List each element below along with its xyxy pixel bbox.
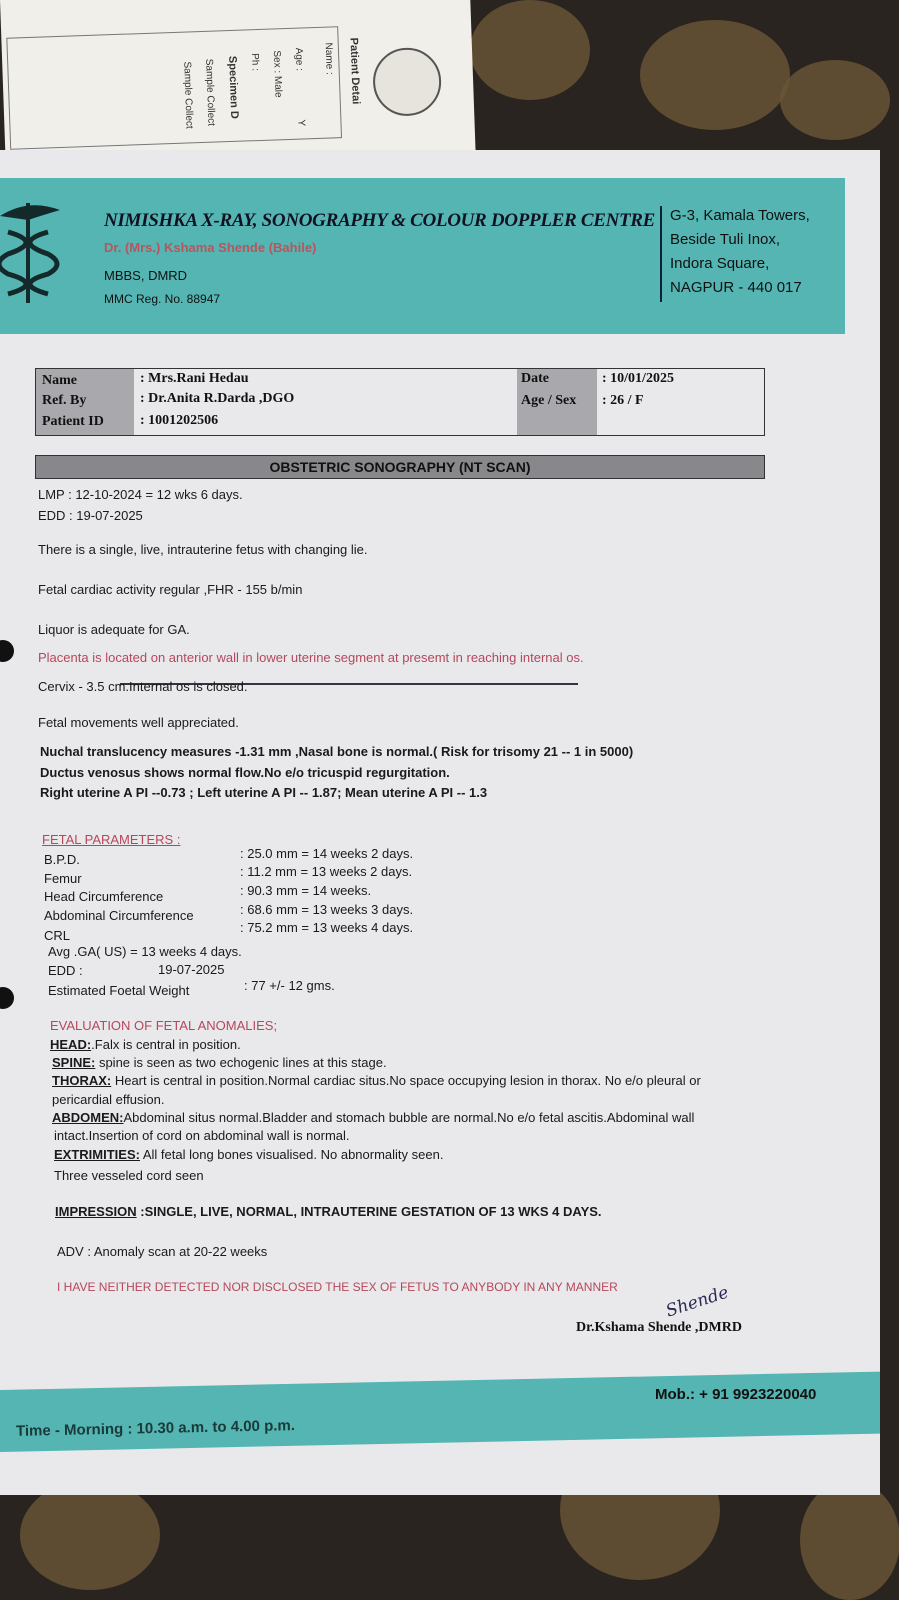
background-pattern [640,20,790,130]
param-value: : 25.0 mm = 14 weeks 2 days. [240,846,414,861]
address-line: Beside Tuli Inox, [670,231,781,248]
anomaly-abdomen: ABDOMEN:Abdominal situs normal.Bladder and stomach bubble are normal.No e/o fetal ascitis.Abdominal wall [52,1110,695,1125]
anomaly-thorax: THORAX: Heart is central in position.Normal cardiac situs.No space occupying lesion in thorax. No e/o pleural or [52,1073,701,1088]
impression: IMPRESSION :SINGLE, LIVE, NORMAL, INTRAUTERINE GESTATION OF 13 WKS 4 DAYS. [55,1204,602,1219]
doctor-name: Dr. (Mrs.) Kshama Shende (Bahile) [104,240,317,255]
edd-value: 19-07-2025 [158,962,225,977]
finding: Ductus venosus shows normal flow.No e/o tricuspid regurgitation. [40,765,450,780]
clinic-address [670,204,810,300]
anomaly-cord: Three vesseled cord seen [54,1168,204,1183]
mmc-registration: MMC Reg. No. 88947 [104,292,221,306]
patient-info-table [35,368,765,436]
date-label: Date [521,371,549,386]
caduceus-icon [0,198,90,308]
finding: Liquor is adequate for GA. [38,622,190,637]
clinic-name: NIMISHKA X-RAY, SONOGRAPHY & COLOUR DOPPLER CENTRE [104,210,656,231]
param-label: Femur [44,871,82,886]
doctor-signature-name: Dr.Kshama Shende ,DMRD [576,1320,742,1335]
anomaly-spine: SPINE: spine is seen as two echogenic lines at this stage. [52,1055,387,1070]
finding: Right uterine A PI --0.73 ; Left uterine A PI -- 1.87; Mean uterine A PI -- 1.3 [40,785,488,800]
anomaly-thorax-2: pericardial effusion. [52,1092,165,1107]
address-line: NAGPUR - 440 017 [670,279,802,296]
anomalies-heading: EVALUATION OF FETAL ANOMALIES; [50,1018,278,1033]
slip-heading: Patient Detai [347,37,362,105]
finding: Nuchal translucency measures -1.31 mm ,Nasal bone is normal.( Risk for trisomy 21 -- 1 in 5000) [40,744,634,759]
param-value: : 68.6 mm = 13 weeks 3 days. [240,902,414,917]
edd: EDD : 19-07-2025 [38,508,143,523]
slip-specimen-heading: Specimen D [226,55,241,120]
slip-age-label: Age : [292,47,305,72]
param-label: Abdominal Circumference [44,908,194,923]
finding: Fetal cardiac activity regular ,FHR - 155 b/min [38,582,303,597]
patient-id-label: Patient ID [42,414,104,429]
referred-by: : Dr.Anita R.Darda ,DGO [140,391,295,406]
edd-label: EDD : [48,963,83,978]
efw-label: Estimated Foetal Weight [48,983,190,998]
slip-ph-label: Ph : [249,52,261,72]
advice: ADV : Anomaly scan at 20-22 weeks [57,1244,268,1259]
mobile-number: Mob.: + 91 9923220040 [655,1386,817,1403]
param-label: Head Circumference [44,889,164,904]
signature-scribble: Shende [663,1282,732,1322]
efw-value: : 77 +/- 12 gms. [244,978,335,993]
sex-declaration: I HAVE NEITHER DETECTED NOR DISCLOSED THE SEX OF FETUS TO ANYBODY IN ANY MANNER [57,1280,618,1294]
lmp: LMP : 12-10-2024 = 12 wks 6 days. [38,487,243,502]
background-pattern [780,60,890,140]
refby-label: Ref. By [42,393,87,408]
slip-sample-collect-2: Sample Collect [181,61,195,129]
report-title: OBSTETRIC SONOGRAPHY (NT SCAN) [35,455,765,479]
clinic-timings: Time - Morning : 10.30 a.m. to 4.00 p.m. [15,1417,296,1440]
doctor-degree: MBBS, DMRD [104,268,188,283]
seal-logo [372,47,442,117]
age-sex-label: Age / Sex [521,393,577,408]
slip-sex-label: Sex : Male [270,50,284,98]
slip-age-unit: Y [295,119,307,127]
footer-band [0,1372,880,1452]
address-line: Indora Square, [670,255,770,272]
param-label: B.P.D. [44,852,80,867]
param-value: : 75.2 mm = 13 weeks 4 days. [240,920,414,935]
patient-id: : 1001202506 [140,413,219,428]
background-pattern [470,0,590,100]
finding-placenta: Placenta is located on anterior wall in lower uterine segment at presemt in reaching internal os. [38,650,584,665]
finding: Cervix - 3.5 cm.Internal os is closed. [38,679,248,694]
address-line: G-3, Kamala Towers, [670,207,810,224]
address-divider [660,206,662,302]
background-pattern [20,1480,160,1590]
name-label: Name [42,373,77,388]
slip-name-label: Name : [322,42,335,75]
param-value: : 90.3 mm = 14 weeks. [240,883,372,898]
age-sex: : 26 / F [602,393,644,408]
patient-name: : Mrs.Rani Hedau [140,371,249,386]
param-label: CRL [44,928,71,943]
finding: Fetal movements well appreciated. [38,715,239,730]
anomaly-extremities: EXTRIMITIES: All fetal long bones visualised. No abnormality seen. [54,1147,444,1162]
report-paper [0,150,880,1495]
report-date: : 10/01/2025 [602,371,674,386]
slip-table [6,26,342,150]
average-ga: Avg .GA( US) = 13 weeks 4 days. [48,944,242,959]
fetal-parameters-heading: FETAL PARAMETERS : [42,832,181,847]
anomaly-abdomen-2: intact.Insertion of cord on abdominal wall is normal. [54,1128,350,1143]
slip-sample-collect: Sample Collect [203,58,217,127]
finding: There is a single, live, intrauterine fetus with changing lie. [38,542,368,557]
anomaly-head: HEAD:.Falx is central in position. [50,1037,241,1052]
param-value: : 11.2 mm = 13 weeks 2 days. [240,864,413,879]
header-band [0,178,845,334]
background-pattern [800,1480,899,1600]
